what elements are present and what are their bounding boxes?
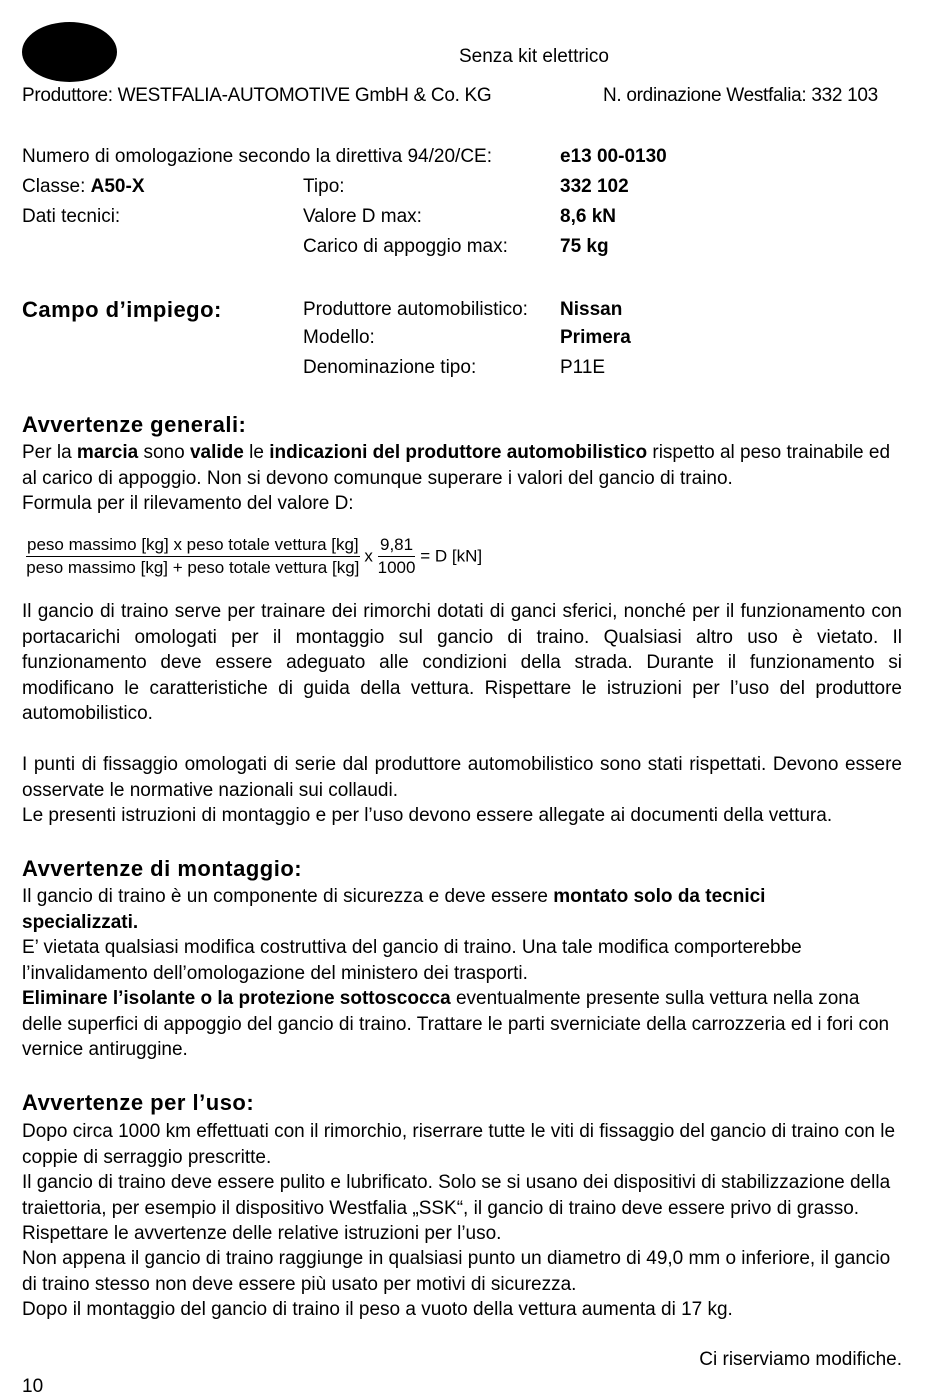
approval-label: Numero di omologazione secondo la direttiva 94/20/CE: <box>22 146 492 167</box>
general-paragraph-2: Il gancio di traino serve per trainare dei rimorchi dotati di ganci sferici, nonché per il funzionamento con portacarichi omologati per il montaggio sul gancio di traino. Qualsiasi altro uso è vietato. Il funzionamento deve essere adeguato alle condizioni della strada. Durante il funzionamento si modificano le caratteristiche di guida della vettura. Rispettare le istruzioni per l’uso del produttore automobilistico. <box>22 601 902 724</box>
usage-paragraph-2: Il gancio di traino deve essere pulito e lubrificato. Solo se si usano dei dispositivi di stabilizzazione della traiettoria, per esempio il dispositivo Westfalia „SSK“, il gancio di traino deve essere privo di grasso. Rispettare le avvertenze delle relative istruzioni per l’uso. <box>22 1172 891 1244</box>
general-paragraph-3: I punti di fissaggio omologati di serie dal produttore automobilistico sono stati rispettati. Devono essere osservate le normative nazionali sui collaudi. <box>22 754 902 801</box>
maker-label: Produttore automobilistico: <box>303 299 528 320</box>
type-value: 332 102 <box>560 176 629 197</box>
typename-value: P11E <box>560 357 606 378</box>
scope-heading: Campo d’impiego: <box>22 297 222 322</box>
dvalue-label: Valore D max: <box>303 206 422 227</box>
formula-numerator: peso massimo [kg] x peso totale vettura [kg] <box>26 535 360 557</box>
reserve-changes-note: Ci riserviamo modifiche. <box>699 1349 902 1370</box>
formula-main-fraction <box>26 535 360 578</box>
formula-intro: Formula per il rilevamento del valore D: <box>22 493 354 514</box>
type-label: Tipo: <box>303 176 345 197</box>
class-row <box>22 176 145 198</box>
usage-paragraph-4: Dopo il montaggio del gancio di traino il peso a vuoto della vettura aumenta di 17 kg. <box>22 1299 733 1320</box>
general-paragraph-1: Per la marcia sono valide le indicazioni del produttore automobilistico rispetto al peso trainabile ed al carico di appoggio. Non si devono comunque superare i valori del gancio di traino. <box>22 442 891 489</box>
general-heading: Avvertenze generali: <box>22 412 247 437</box>
class-label: Classe: <box>22 176 86 197</box>
general-paragraph-4: Le presenti istruzioni di montaggio e per l’uso devono essere allegate ai documenti della vettura. <box>22 805 833 826</box>
maker-value: Nissan <box>560 299 623 320</box>
formula-factor-denominator: 1000 <box>377 558 416 577</box>
mounting-paragraph-1: Il gancio di traino è un componente di sicurezza e deve essere montato solo da tecnici specializzati. <box>22 886 766 933</box>
load-label: Carico di appoggio max: <box>303 236 508 257</box>
d-value-formula <box>26 535 482 578</box>
class-value: A50-X <box>90 176 145 197</box>
mounting-paragraph-3: Eliminare l’isolante o la protezione sottoscocca eventualmente presente sulla vettura nella zona delle superfici di appoggio del gancio di traino. Trattare le parti sverniciate della carrozzeria ed i fori con vernice antiruggine. <box>22 988 890 1060</box>
formula-result: = D [kN] <box>420 546 483 566</box>
document-subtitle: Senza kit elettrico <box>459 46 609 67</box>
manufacturer-line: Produttore: WESTFALIA-AUTOMOTIVE GmbH & Co. KG <box>22 85 492 106</box>
order-number: N. ordinazione Westfalia: 332 103 <box>603 85 878 106</box>
formula-factor-fraction <box>378 535 416 578</box>
model-value: Primera <box>560 327 631 348</box>
dvalue-value: 8,6 kN <box>560 206 616 227</box>
formula-times: x <box>364 546 373 566</box>
brand-logo <box>22 22 117 82</box>
page-number: 10 <box>22 1376 44 1397</box>
load-value: 75 kg <box>560 236 609 257</box>
usage-paragraph-3: Non appena il gancio di traino raggiunge in qualsiasi punto un diametro di 49,0 mm o inferiore, il gancio di traino stesso non deve essere più usato per motivi di sicurezza. <box>22 1248 891 1295</box>
tech-data-label: Dati tecnici: <box>22 206 121 227</box>
formula-denominator: peso massimo [kg] + peso totale vettura [kg] <box>26 558 360 577</box>
formula-factor-numerator: 9,81 <box>378 535 416 557</box>
model-label: Modello: <box>303 327 375 348</box>
typename-label: Denominazione tipo: <box>303 357 477 378</box>
usage-heading: Avvertenze per l’uso: <box>22 1090 255 1115</box>
mounting-heading: Avvertenze di montaggio: <box>22 856 303 881</box>
usage-paragraph-1: Dopo circa 1000 km effettuati con il rimorchio, riserrare tutte le viti di fissaggio del gancio di traino con le coppie di serraggio prescritte. <box>22 1121 896 1168</box>
mounting-paragraph-2: E’ vietata qualsiasi modifica costruttiva del gancio di traino. Una tale modifica comporterebbe l’invalidamento dell’omologazione del ministero dei trasporti. <box>22 937 802 984</box>
approval-value: e13 00-0130 <box>560 146 667 167</box>
